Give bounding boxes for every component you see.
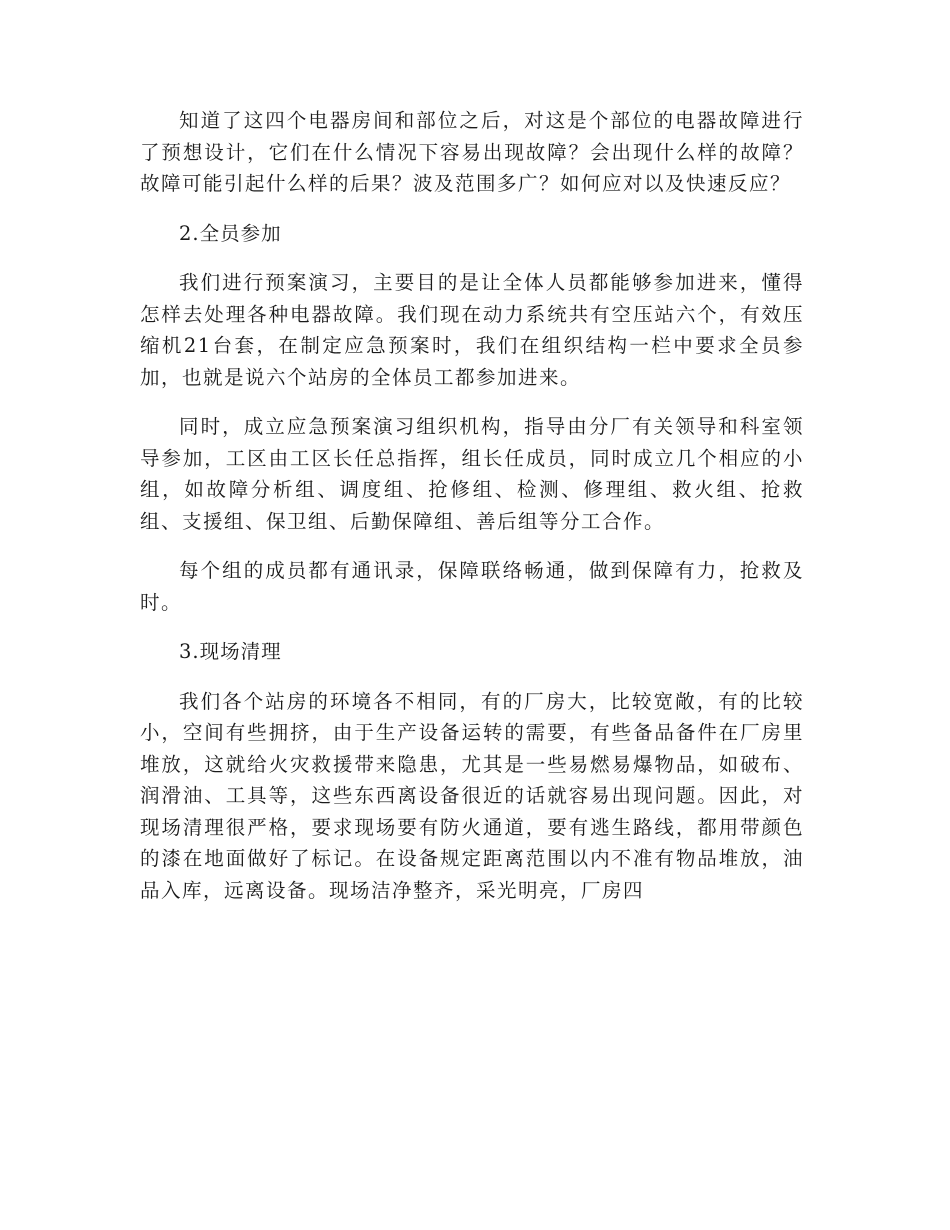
section-heading-site-cleanup: 3.现场清理 [179, 640, 282, 663]
section-heading-full-participation: 2.全员参加 [179, 221, 282, 245]
document-body [140, 105, 804, 924]
paragraph-drill-purpose: 我们进行预案演习，主要目的是让全体人员都能够参加进来，懂得怎样去处理各种电器故障。我们现在动力系统共有空压站六个，有效压缩机21台套，在制定应急预案时，我们在组织结构一栏中要求全员参加，也就是说六个站房的全体员工都参加进来。 [140, 271, 804, 389]
paragraph-fault-prediction: 知道了这四个电器房间和部位之后，对这是个部位的电器故障进行了预想设计，它们在什么情况下容易出现故障？会出现什么样的故障？故障可能引起什么样的后果？波及范围多广？如何应对以及快速反应？ [140, 109, 804, 195]
paragraph-contact-list: 每个组的成员都有通讯录，保障联络畅通，做到保障有力，抢救及时。 [140, 559, 804, 614]
paragraph-site-environment: 我们各个站房的环境各不相同，有的厂房大，比较宽敞，有的比较小，空间有些拥挤，由于生产设备运转的需要，有些备品备件在厂房里堆放，这就给火灾救援带来隐患，尤其是一些易燃易爆物品，如破布、润滑油、工具等，这些东西离设备很近的话就容易出现问题。因此，对现场清理很严格，要求现场要有防火通道，要有逃生路线，都用带颜色的漆在地面做好了标记。在设备规定距离范围以内不准有物品堆放，油品入库，远离设备。现场洁净整齐，采光明亮，厂房四 [140, 689, 804, 902]
paragraph-organization: 同时，成立应急预案演习组织机构，指导由分厂有关领导和科室领导参加，工区由工区长任总指挥，组长任成员，同时成立几个相应的小组，如故障分析组、调度组、抢修组、检测、修理组、救火组、抢救组、支援组、保卫组、后勤保障组、善后组等分工合作。 [140, 415, 804, 533]
